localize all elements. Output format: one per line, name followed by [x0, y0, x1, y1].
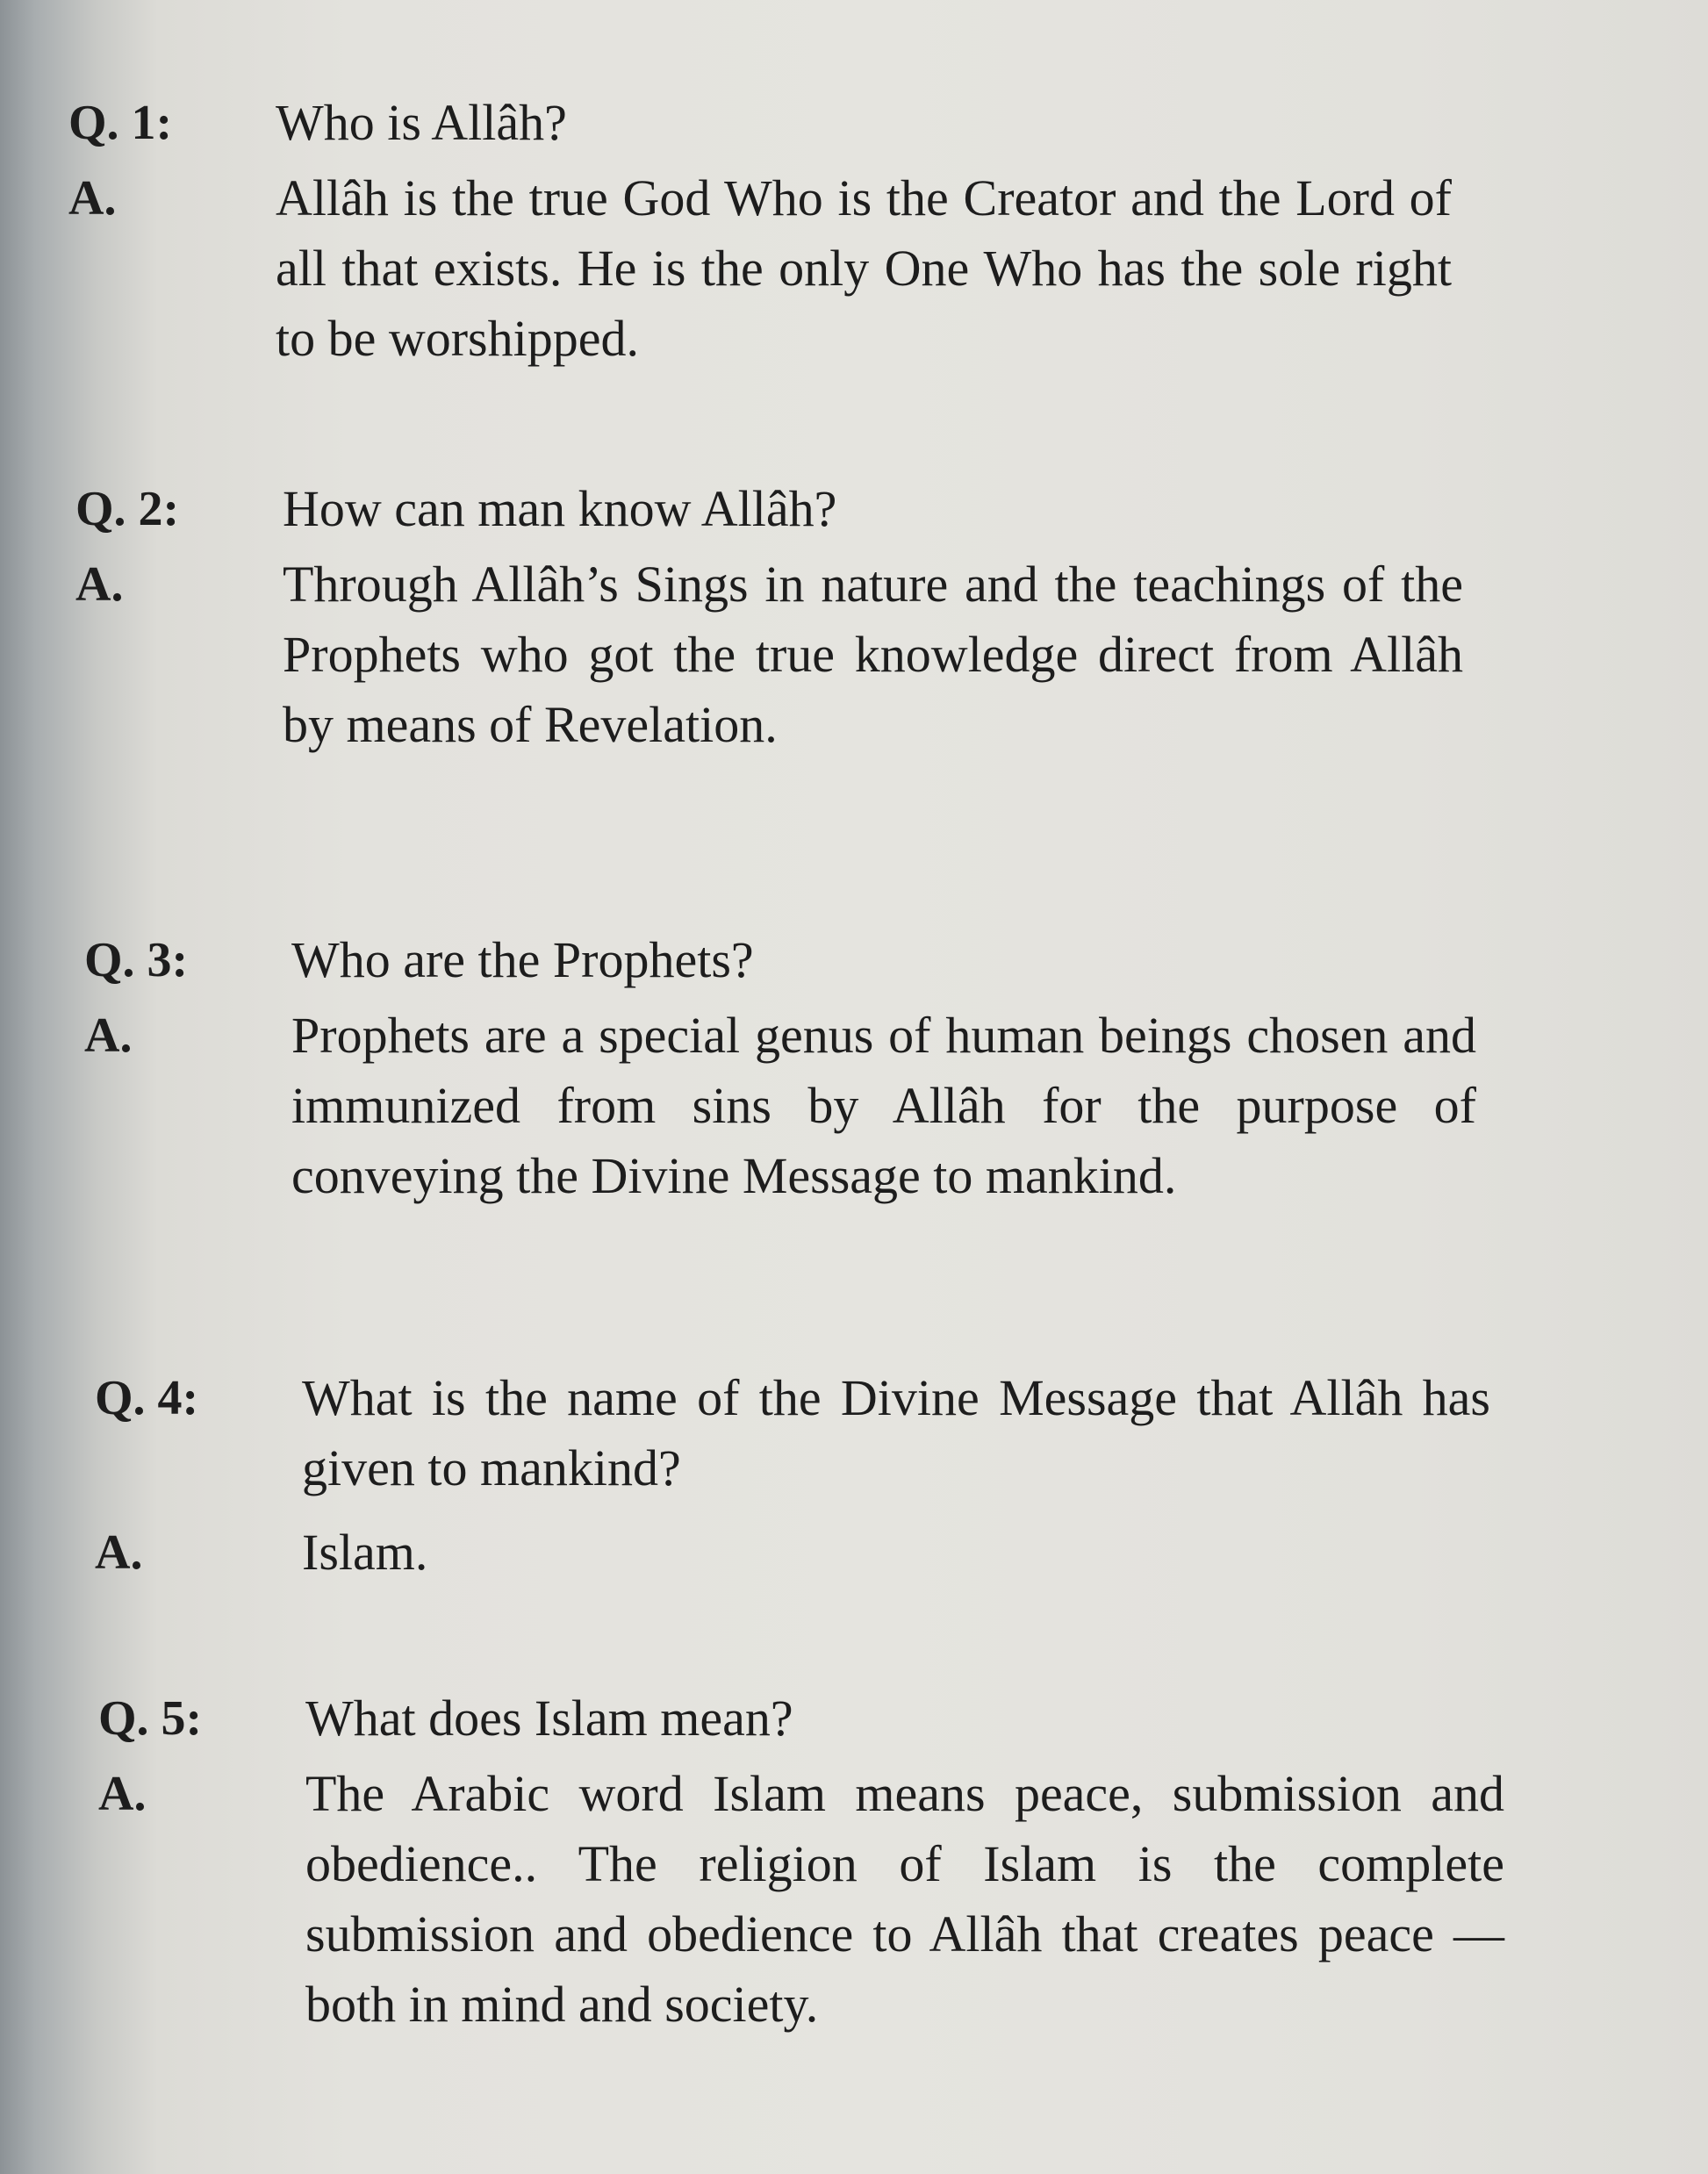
- question-label: Q. 3:: [84, 933, 189, 987]
- answer-text: The Arabic word Islam means peace, submission and obedience.. The religion of Islam is the complete submission and obedience to Allâh that creates peace — both in mind and society.: [305, 1765, 1504, 2033]
- question-row: [0, 1363, 1708, 1503]
- answer-label: A.: [95, 1525, 143, 1580]
- question-row: [0, 925, 1708, 995]
- answer-row: [0, 1517, 1708, 1588]
- question-row: [0, 1683, 1708, 1754]
- qa-item-4: [0, 1363, 1708, 1588]
- answer-text: Prophets are a special genus of human beings chosen and immunized from sins by Allâh for the purpose of conveying the Divine Message to mankind.: [291, 1007, 1476, 1204]
- answer-label: A.: [84, 1008, 133, 1063]
- question-text: How can man know Allâh?: [283, 480, 837, 537]
- question-row: [0, 88, 1708, 158]
- qa-item-1: [0, 88, 1708, 374]
- answer-text: Allâh is the true God Who is the Creator and the Lord of all that exists. He is the only One Who has the sole right to be worshipped.: [276, 169, 1452, 367]
- qa-item-3: [0, 925, 1708, 1211]
- answer-row: [0, 1759, 1708, 2040]
- answer-label: A.: [98, 1767, 147, 1821]
- qa-item-2: [0, 474, 1708, 760]
- answer-label: A.: [75, 557, 124, 612]
- answer-label: A.: [68, 171, 117, 226]
- question-label: Q. 1:: [68, 96, 173, 150]
- answer-row: [0, 163, 1708, 374]
- question-row: [0, 474, 1708, 544]
- answer-row: [0, 1001, 1708, 1211]
- answer-row: [0, 549, 1708, 760]
- question-label: Q. 2:: [75, 482, 180, 536]
- question-text: Who is Allâh?: [276, 94, 567, 151]
- answer-text: Through Allâh’s Sings in nature and the teachings of the Prophets who got the true knowledge direct from Allâh by means of Revelation.: [283, 556, 1463, 753]
- question-label: Q. 5:: [98, 1691, 203, 1746]
- answer-text: Islam.: [302, 1524, 428, 1581]
- question-label: Q. 4:: [95, 1371, 199, 1425]
- question-text: What is the name of the Divine Message that Allâh has given to mankind?: [302, 1369, 1490, 1496]
- question-text: Who are the Prophets?: [291, 931, 754, 988]
- question-text: What does Islam mean?: [305, 1690, 793, 1747]
- qa-item-5: [0, 1683, 1708, 2040]
